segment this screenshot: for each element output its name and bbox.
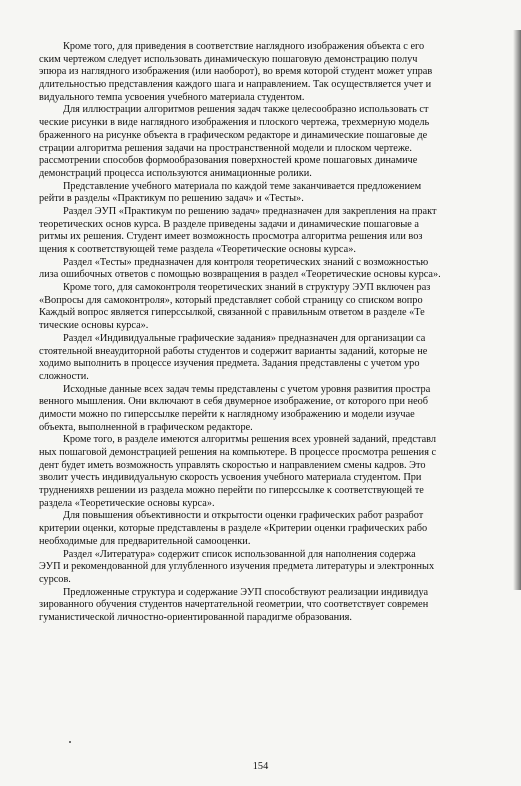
text-line: димости можно по гиперссылке перейти к наглядному изображению и модели изучае — [39, 408, 415, 420]
text-line: Кроме того, в разделе имеются алгоритмы решения всех уровней заданий, представл — [63, 434, 437, 446]
text-line: ским чертежом следует использовать динамическую пошаговую демонстрацию получ — [39, 53, 418, 65]
text-line: лиза ошибочных ответов с помощью возвращения в раздел «Теоретические основы курса». — [39, 269, 441, 281]
paragraph — [39, 549, 521, 587]
paragraph — [39, 333, 521, 384]
text-line: Для повышения объективности и открытости оценки графических работ разработ — [63, 510, 424, 522]
text-line: эпюра из наглядного изображения (или наоборот), во время которой студент может управ — [39, 66, 433, 78]
text-line: объекта, выполненной в графическом редакторе. — [39, 421, 253, 433]
text-line: Для иллюстрации алгоритмов решения задач также целесообразно использовать ст — [63, 104, 429, 116]
text-line: венного мышления. Они включают в себя двумерное изображение, от которого при необ — [39, 396, 429, 408]
text-line: зированного обучения студентов начертательной геометрии, что соответствует современ — [39, 599, 429, 611]
paragraph — [39, 587, 521, 625]
text-line: ритмы их решения. Студент имеет возможность просмотра алгоритма решения или воз — [39, 231, 423, 243]
paragraph — [39, 41, 521, 104]
text-line: раздела «Теоретические основы курса». — [39, 497, 215, 509]
body-text — [39, 41, 521, 625]
text-line: демонстраций процесса используются анимационные ролики. — [39, 167, 312, 179]
text-line: ных пошаговой демонстрацией решения на компьютере. В процессе просмотра решения с — [39, 447, 437, 458]
text-line: стоятельной внеаудиторной работы студентов и содержит варианты заданий, которые не — [39, 345, 428, 357]
text-line: щения к соответствующей теме раздела «Теоретические основы курса». — [39, 244, 356, 255]
text-line: Раздел «Индивидуальные графические задания» предназначен для организации са — [63, 332, 426, 344]
text-line: длительностью представления каждого шага и направлением. Так осуществляется учет и — [39, 79, 432, 91]
paragraph — [39, 510, 521, 548]
text-line: Предложенные структура и содержание ЭУП способствуют реализации индивидуа — [63, 586, 429, 598]
paragraph — [39, 282, 521, 333]
text-line: ческие рисунки в виде наглядного изображения и плоского чертежа, трехмерную модель — [39, 117, 430, 129]
paragraph — [39, 206, 521, 257]
text-line: Раздел ЭУП «Практикум по решению задач» предназначен для закрепления на практ — [63, 205, 437, 217]
text-line: тические основы курса». — [39, 320, 149, 332]
paragraph — [39, 104, 521, 180]
text-line: ЭУП и рекомендованной для углубленного изучения предмета литературы и электронных — [39, 561, 435, 573]
text-line: браженного на рисунке объекта в графическом редакторе и динамические пошаговые де — [39, 129, 428, 141]
paragraph — [39, 257, 521, 282]
page-number: 154 — [252, 761, 269, 772]
text-line: страции алгоритма решения задачи на пространственной модели и плоском чертеже. — [39, 142, 412, 154]
text-line: Исходные данные всех задач темы представлены с учетом уровня развития простра — [63, 383, 431, 395]
text-line: сложности. — [39, 370, 89, 382]
text-line: Каждый вопрос является гиперссылкой, связанной с правильным ответом в разделе «Те — [39, 307, 425, 319]
text-line: ходимо выполнить в процессе изучения предмета. Задания представлены с учетом уро — [39, 358, 420, 370]
text-line: трудненияхв решении из раздела можно перейти по гиперссылке к соответствующей те — [39, 485, 424, 497]
paragraph — [39, 434, 521, 510]
text-line: Раздел «Литература» содержит список использованной для наполнения содержа — [63, 548, 416, 560]
text-line: зволит учесть индивидуальную скорость усвоения учебного материала студентом. При — [39, 472, 422, 484]
text-line: «Вопросы для самоконтроля», который представляет собой страницу со списком вопро — [39, 294, 423, 306]
text-line: Представление учебного материала по каждой теме заканчивается предложением — [63, 180, 422, 192]
text-line: Раздел «Тесты» предназначен для контроля теоретических знаний с возможностью — [63, 256, 429, 268]
text-line: рассмотрении способов формообразования поверхностей кроме пошаговых динамиче — [39, 155, 418, 167]
text-line: Кроме того, для самоконтроля теоретических знаний в структуру ЭУП включен раз — [63, 282, 431, 294]
text-line: рейти в разделы «Практикум по решению задач» и «Тесты». — [39, 193, 304, 205]
scan-speck — [69, 741, 71, 743]
text-line: сурсов. — [39, 573, 71, 585]
paragraph — [39, 181, 521, 206]
text-line: видуального темпа усвоения учебного материала студентом. — [39, 91, 305, 103]
paragraph — [39, 384, 521, 435]
text-line: критерии оценки, которые представлены в разделе «Критерии оценки графических рабо — [39, 523, 428, 535]
text-line: гуманистической личностно-ориентированной парадигме образования. — [39, 611, 352, 623]
text-line: Кроме того, для приведения в соответствие наглядного изображения объекта с его — [63, 41, 425, 52]
text-line: необходимые для предварительной самооценки. — [39, 535, 251, 547]
text-line: теоретических основ курса. В разделе приведены задачи и динамические пошаговые а — [39, 218, 419, 230]
text-line: дент будет иметь возможность управлять скоростью и направлением смены кадров. Это — [39, 459, 426, 471]
